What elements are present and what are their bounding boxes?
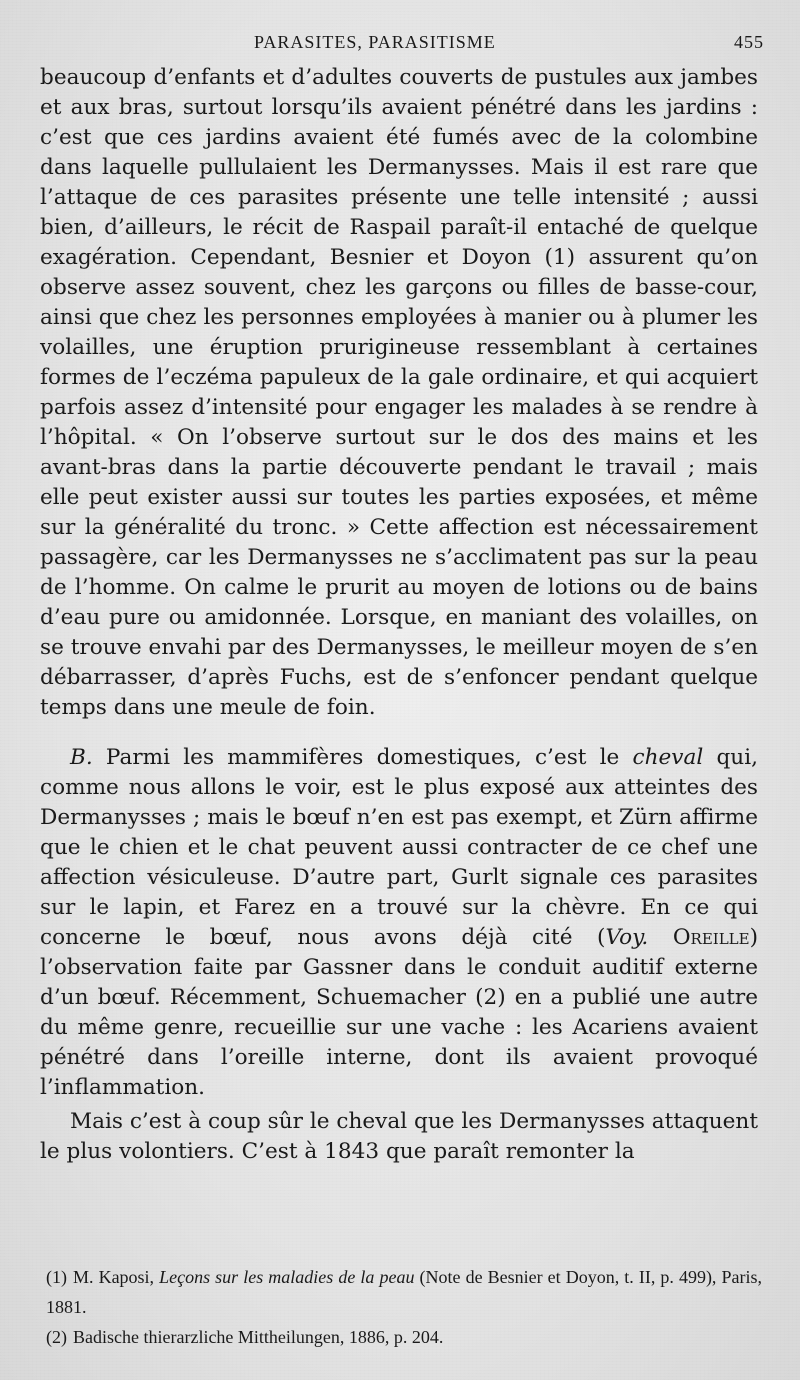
voy-reference: Voy. — [605, 925, 649, 950]
footnote-2-text: Badische thierarzliche Mittheilungen, 1886, p. 204. — [73, 1327, 444, 1347]
body-text — [40, 63, 758, 1167]
footnote-2-number: (2) — [46, 1327, 67, 1347]
footnotes — [46, 1262, 762, 1352]
footnote-2 — [46, 1322, 762, 1352]
paragraph-2 — [40, 743, 758, 1103]
section-marker: B. — [70, 745, 93, 770]
paragraph-2-text-a: Parmi les mammifères domestiques, c’est le — [92, 745, 633, 770]
footnote-1-number: (1) — [46, 1267, 67, 1287]
cross-reference-oreille: Oreille — [648, 925, 750, 950]
footnote-1 — [46, 1262, 762, 1322]
page-number: 455 — [734, 32, 764, 52]
footnote-1-text-b: (Note de Besnier et Doyon, t. II, p. 499), Paris, 1881. — [46, 1267, 762, 1317]
footnote-1-title: Leçons sur les maladies de la peau — [159, 1267, 415, 1287]
paragraph-1: beaucoup d’enfants et d’adultes couverts de pustules aux jambes et aux bras, surtout lorsqu’ils avaient pénétré dans les jardins : c’est que ces jardins avaient été fumés avec de la colombine dans laquelle pullulaient les Dermanysses. Mais il est rare que l’attaque de ces parasites présente une telle intensité ; aussi bien, d’ailleurs, le récit de Raspail paraît-il entaché de quelque exagération. Cependant, Besnier et Doyon (1) assurent qu’on observe assez souvent, chez les garçons ou filles de basse-cour, ainsi que chez les personnes employées à manier ou à plumer les volailles, une éruption prurigineuse ressemblant à certaines formes de l’eczéma papuleux de la gale ordinaire, et qui acquiert parfois assez d’intensité pour engager les malades à se rendre à l’hôpital. « On l’observe surtout sur le dos des mains et les avant-bras dans la partie découverte pendant le travail ; mais elle peut exister aussi sur toutes les parties exposées, et même sur la généralité du tronc. » Cette affection est nécessairement passagère, car les Dermanysses ne s’acclimatent pas sur la peau de l’homme. On calme le prurit au moyen de lotions ou de bains d’eau pure ou amidonnée. Lorsque, en maniant des volailles, on se trouve envahi par des Dermanysses, le meilleur moyen de s’en débarrasser, d’après Fuchs, est de s’enfoncer pendant quelque temps dans une meule de foin. — [40, 65, 758, 720]
paragraph-2-text-c: ) l’observation faite par Gassner dans le conduit auditif externe d’un bœuf. Récemment, Schuemacher (2) en a publié une autre du même genre, recueillie sur une vache : les Acariens avaient pénétré dans l’oreille interne, dont ils avaient provoqué l’inflammation. — [40, 925, 759, 1100]
paragraph-3: Mais c’est à coup sûr le cheval que les Dermanysses attaquent le plus volontiers. C’est à 1843 que paraît remonter la — [40, 1109, 758, 1164]
paragraph-2-text-b: qui, comme nous allons le voir, est le plus exposé aux atteintes des Dermanysses ; mais le bœuf n’en est pas exempt, et Zürn affirme que le chien et le chat peuvent aussi contracter de ce chef une affection vésiculeuse. D’autre part, Gurlt signale ces parasites sur le lapin, et Farez en a trouvé sur la chèvre. En ce qui concerne le bœuf, nous avons déjà cité ( — [40, 745, 758, 950]
running-title: PARASITES, PARASITISME — [254, 32, 496, 52]
footnote-1-text-a: M. Kaposi, — [73, 1267, 160, 1287]
emphasis-word: cheval — [632, 745, 704, 770]
running-head — [44, 32, 764, 58]
